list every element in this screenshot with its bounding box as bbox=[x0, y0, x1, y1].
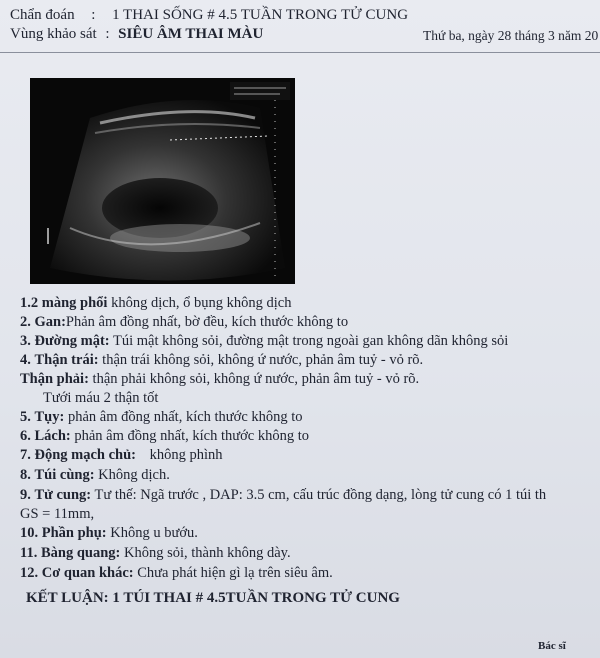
ultrasound-image bbox=[30, 78, 295, 284]
finding-row: Thận phải: thận phải không sỏi, không ứ nước, phản âm tuỷ - vỏ rõ. bbox=[20, 371, 420, 387]
finding-row: 8. Túi cùng: Không dịch. bbox=[20, 467, 170, 483]
finding-row: 9. Tử cung: Tư thế: Ngã trước , DAP: 3.5 cm, cấu trúc đồng dạng, lòng tử cung có 1 túi th bbox=[20, 487, 547, 503]
finding-row: 6. Lách: phản âm đồng nhất, kích thước không to bbox=[20, 428, 309, 444]
signature-label: Bác sĩ bbox=[538, 640, 566, 652]
finding-row: 12. Cơ quan khác: Chưa phát hiện gì lạ trên siêu âm. bbox=[20, 565, 333, 581]
finding-row: 5. Tụy: phản âm đồng nhất, kích thước không to bbox=[20, 409, 303, 425]
finding-row: 4. Thận trái: thận trái không sỏi, không ứ nước, phản âm tuỷ - vỏ rõ. bbox=[20, 352, 424, 368]
report-date: Thứ ba, ngày 28 tháng 3 năm 20 bbox=[423, 28, 599, 43]
finding-row: 2. Gan:Phản âm đồng nhất, bờ đều, kích thước không to bbox=[20, 314, 349, 330]
diagnosis-value: 1 THAI SỐNG # 4.5 TUẦN TRONG TỬ CUNG bbox=[112, 7, 409, 23]
finding-row: Tưới máu 2 thận tốt bbox=[43, 390, 159, 406]
header-divider bbox=[0, 52, 600, 53]
finding-row: 10. Phần phụ: Không u bướu. bbox=[20, 525, 198, 541]
diagnosis-label: Chẩn đoán bbox=[10, 7, 75, 23]
finding-row: 7. Động mạch chủ: không phình bbox=[20, 447, 223, 463]
conclusion: KẾT LUẬN: 1 TÚI THAI # 4.5TUẦN TRONG TỬ CUNG bbox=[26, 590, 400, 606]
diagnosis-row: Chẩn đoán : 1 THAI SỐNG # 4.5 TUẦN TRONG TỬ CUNG bbox=[10, 7, 409, 23]
finding-row: GS = 11mm, bbox=[20, 506, 95, 522]
area-label: Vùng khảo sát bbox=[10, 26, 97, 42]
finding-row: 1.2 màng phổi không dịch, ổ bụng không dịch bbox=[20, 295, 292, 311]
finding-row: 3. Đường mật: Túi mật không sỏi, đường mật trong ngoài gan không dãn không sỏi bbox=[20, 333, 509, 349]
finding-row: 11. Bàng quang: Không sỏi, thành không dày. bbox=[20, 545, 291, 561]
area-value: SIÊU ÂM THAI MÀU bbox=[118, 26, 264, 42]
area-row: Vùng khảo sát : SIÊU ÂM THAI MÀU bbox=[10, 26, 264, 42]
